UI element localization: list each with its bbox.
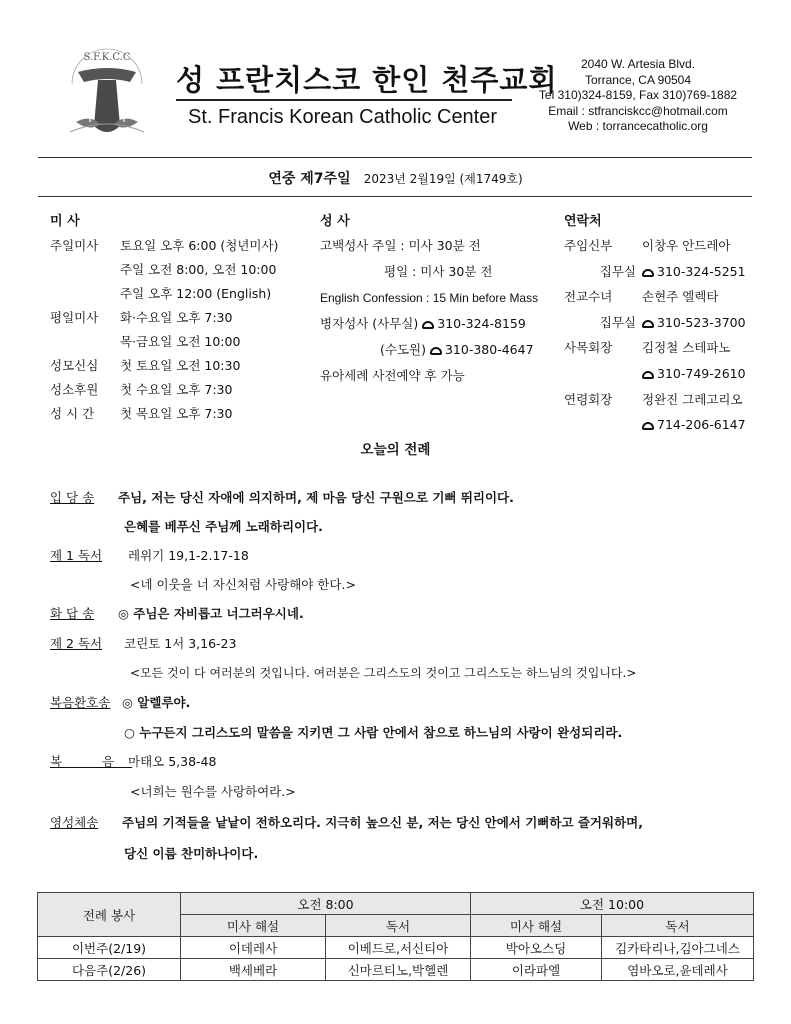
second-reading: 제 2 독서 코린토 1서 3,16-23: [50, 636, 237, 651]
liturgy-service-table: [37, 892, 754, 981]
entrance-antiphon: 입 당 송 주님, 저는 당신 자애에 의지하며, 제 마음 당신 구원으로 기뻐 뛰리이다.: [50, 490, 514, 505]
tel-fax: Tel 310)324-8159, Fax 310)769-1882: [538, 88, 738, 102]
mass-row: 성소후원 첫 수요일 오후 7:30: [50, 382, 233, 397]
entrance-tag: 입 당 송: [50, 490, 95, 505]
acclamation-verse: ○ 누구든지 그리스도의 말씀을 지키면 그 사람 안에서 참으로 하느님의 사랑이 완성되리라.: [124, 725, 623, 740]
english-confession: English Confession : 15 Min before Mass: [320, 291, 539, 305]
first-reading-theme: <네 이웃을 너 자신처럼 사랑해야 한다.>: [130, 577, 356, 592]
contacts-heading: 연락처: [564, 214, 602, 229]
contact-row: 주임신부 이창우 안드레아: [564, 238, 731, 253]
mass-10am-header: 오전 10:00: [471, 893, 754, 915]
phone-icon: [430, 347, 442, 355]
mass-row: 주일 오전 8:00, 오전 10:00: [120, 262, 277, 277]
gospel-theme: <너희는 원수를 사랑하여라.>: [130, 784, 296, 799]
mass-row: 주일 오후 12:00 (English): [120, 286, 272, 301]
mass-row: 성 시 간 첫 목요일 오후 7:30: [50, 406, 233, 421]
church-title-english: St. Francis Korean Catholic Center: [188, 106, 498, 128]
gospel-acclamation: 복음환호송 ◎ 알렐루야.: [50, 695, 191, 710]
contact-row: 연령회장 정완진 그레고리오: [564, 391, 743, 407]
communion-antiphon: 영성체송 주님의 기적들을 낱낱이 전하오리다. 지극히 높으신 분, 저는 당신 안에서 기뻐하고 즐거워하며,: [50, 815, 643, 830]
contact-row: 집무실 310-523-3700: [599, 314, 746, 330]
title-underline: [176, 99, 512, 101]
mass-heading: 미 사: [50, 214, 80, 229]
table-row: 이번주(2/19) 이데레사 이베드로,서신티아 박아오스딩 김카타리나,김아그네스: [38, 937, 754, 959]
issue-date: 2023년 2월19일 (제1749호): [363, 172, 523, 186]
reading-header: 독서: [326, 915, 471, 937]
mass-schedule: [50, 236, 278, 428]
address-line-2: Torrance, CA 90504: [584, 72, 692, 87]
table-row: 다음주(2/26) 백세베라 신마르티노,박헬렌 이라파엘 염바오로,윤데레사: [38, 959, 754, 981]
commentary-header: 미사 해설: [471, 915, 602, 937]
mass-8am-header: 오전 8:00: [181, 893, 471, 915]
phone-icon: [642, 422, 654, 430]
mass-row: 주일미사 토요일 오후 6:00 (청년미사): [50, 238, 279, 253]
divider-top: [38, 157, 752, 158]
email-text: Email : stfranciskcc@hotmail.com: [548, 103, 728, 118]
confession-sunday: 고백성사 주일 : 미사 30분 전: [320, 238, 481, 253]
liturgy-heading: 오늘의 전례: [360, 442, 431, 458]
commentary-header: 미사 해설: [181, 915, 326, 937]
contact-row: 전교수녀 손현주 엘렉타: [564, 289, 719, 305]
mass-row: 평일미사 화·수요일 오후 7:30: [50, 310, 233, 325]
gospel: 복 음마태오 5,38-48: [50, 754, 217, 769]
second-reading-theme: <모든 것이 다 여러분의 것입니다. 여러분은 그리스도의 것이고 그리스도는 하느님의 것입니다.>: [130, 666, 637, 680]
gospel-tag: 복 음: [50, 754, 133, 769]
phone-icon: [422, 321, 434, 329]
contact-row: 310-749-2610: [564, 364, 746, 390]
acclamation-tag: 복음환호송: [50, 695, 111, 710]
communion-tag: 영성체송: [50, 815, 99, 830]
contact-row: 714-206-6147: [564, 415, 746, 441]
responsorial-psalm: 화 답 송 ◎ 주님은 자비롭고 너그러우시네.: [50, 606, 304, 621]
second-reading-tag: 제 2 독서: [50, 636, 103, 651]
reading-header: 독서: [602, 915, 754, 937]
logo-text: S.F.K.C.C: [83, 52, 131, 63]
parish-logo: [64, 44, 150, 144]
church-title-korean: 성 프란치스코 한인 천주교회: [176, 63, 558, 97]
mass-row: 성모신심 첫 토요일 오전 10:30: [50, 358, 241, 373]
liturgical-week: 연중 제7주일: [268, 171, 351, 187]
communion-antiphon-cont: 당신 이름 찬미하나이다.: [124, 846, 259, 861]
website-text: Web : torrancecatholic.org: [568, 119, 708, 133]
contact-row: 집무실 310-324-5251: [599, 263, 746, 279]
contacts-list: [564, 236, 746, 441]
sacraments-info: [320, 236, 538, 392]
anointing-office: 병자성사 (사무실) 310-324-8159: [320, 316, 526, 331]
psalm-tag: 화 답 송: [50, 606, 95, 621]
divider-bottom: [38, 196, 752, 197]
phone-icon: [642, 371, 654, 379]
infant-baptism: 유아세례 사전예약 후 가능: [320, 368, 465, 383]
contact-row: 사목회장 김정철 스테파노: [564, 340, 731, 356]
phone-icon: [642, 269, 654, 277]
phone-icon: [642, 320, 654, 328]
first-reading: 제 1 독서 레위기 19,1-2.17-18: [50, 548, 249, 563]
anointing-monastery: (수도원) 310-380-4647: [380, 342, 534, 357]
confession-weekday: 평일 : 미사 30분 전: [384, 264, 493, 279]
entrance-antiphon-cont: 은혜를 베푸신 주님께 노래하리이다.: [124, 519, 323, 534]
issue-line: [0, 168, 791, 188]
service-corner: 전례 봉사: [38, 893, 181, 937]
address-line-1: 2040 W. Artesia Blvd.: [580, 57, 696, 71]
contact-block: [538, 57, 738, 135]
sacraments-heading: 성 사: [320, 214, 350, 229]
mass-row: 목·금요일 오전 10:00: [120, 334, 241, 349]
first-reading-tag: 제 1 독서: [50, 548, 103, 563]
